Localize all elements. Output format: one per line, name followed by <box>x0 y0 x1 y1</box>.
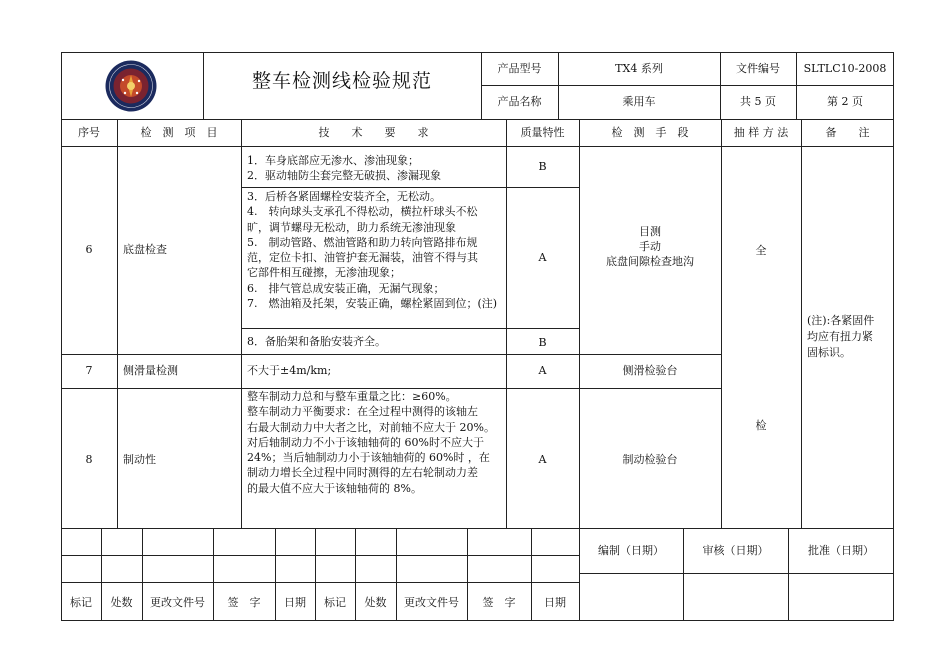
product-name-value: 乘用车 <box>622 95 656 108</box>
footer-approved: 批准（日期） <box>808 544 874 557</box>
product-model-value: TX4 系列 <box>615 62 663 75</box>
footer-reviewed: 审核（日期） <box>702 544 769 557</box>
footer-count-2: 处数 <box>364 596 387 609</box>
doc-no-label: 文件编号 <box>736 62 780 75</box>
page-title: 整车检测线检验规范 <box>251 70 432 92</box>
row6-seq: 6 <box>85 243 93 256</box>
footer-prepared: 编制（日期） <box>598 544 664 557</box>
footer-change-doc-2: 更改文件号 <box>404 596 459 609</box>
row6-req-c: 8．备胎架和备胎安装齐全。 <box>247 335 386 348</box>
row6-quality-c: B <box>538 336 547 349</box>
row7-quality: A <box>538 364 547 377</box>
row6-quality-b: A <box>538 251 547 264</box>
sampling-top: 全 <box>755 244 767 257</box>
col-requirement: 技 术 要 求 <box>318 126 429 139</box>
row6-quality-a: B <box>538 160 547 173</box>
row8-item: 制动性 <box>123 453 156 466</box>
row7-means: 侧滑检验台 <box>622 364 678 377</box>
row8-means: 制动检验台 <box>622 453 678 466</box>
inspection-spec-sheet <box>61 52 894 621</box>
row6-item: 底盘检查 <box>123 243 167 256</box>
col-item: 检 测 项 目 <box>140 126 218 139</box>
row7-seq: 7 <box>85 364 93 377</box>
row8-quality: A <box>538 453 547 466</box>
col-quality: 质量特性 <box>520 126 565 139</box>
col-remark: 备 注 <box>825 126 870 139</box>
row8-req: 整车制动力总和与整车重量之比：≥60%。 整车制动力平衡要求：在全过程中测得的该轴左 右最大制动力中大者之比，对前轴不应大于 20%。 对后轴制动力不小于该轴轴荷的 60%时不应大于 24%；当后轴制动力小于该轴轴荷的 60%时 ，在 制动力增长全过程中同时测得的左右轮制动力差 的最大值不应大于该轴轴荷的 8%。 <box>247 390 495 495</box>
london-taxi-logo-icon <box>105 60 157 112</box>
col-seq: 序号 <box>78 126 100 139</box>
footer-date-1: 日期 <box>284 596 306 609</box>
row7-req: 不大于±4m/km; <box>247 364 332 377</box>
total-pages: 共 5 页 <box>740 95 776 108</box>
product-model-label: 产品型号 <box>497 62 542 75</box>
footer-mark-2: 标记 <box>324 596 346 609</box>
row6-req-b: 3．后桥各紧固螺栓安装齐全，无松动。 4. 转向球头支承孔不得松动，横拉杆球头不松 旷，调节螺母无松动，助力系统无渗油现象 5. 制动管路、燃油管路和助力转向管路排布规 范，定位卡扣、油管护套无漏装，油管不得与其 它部件相互碰擦，无渗油现象； 6. 排气管总成安装正确，无漏气现象； 7. 燃油箱及托架，安装正确，螺栓紧固到位；(注) <box>247 190 498 311</box>
footer-date-2: 日期 <box>544 596 566 609</box>
row7-item: 侧滑量检测 <box>123 364 178 377</box>
page-number: 第 2 页 <box>827 95 863 108</box>
remark-note: (注):各紧固件 均应有扭力紧 固标识。 <box>807 314 875 359</box>
col-means: 检 测 手 段 <box>611 126 689 139</box>
company-logo <box>105 60 157 112</box>
product-name-label: 产品名称 <box>497 95 542 108</box>
footer-count-1: 处数 <box>110 596 133 609</box>
doc-no-value: SLTLC10-2008 <box>803 62 887 75</box>
footer-change-doc-1: 更改文件号 <box>150 596 205 609</box>
row8-seq: 8 <box>85 453 93 466</box>
row6-means: 目测 手动 底盘间隙检查地沟 <box>606 225 694 268</box>
header-mid-line <box>481 85 894 86</box>
header-divider <box>61 119 894 120</box>
col-sampling: 抽 样 方 法 <box>733 126 789 139</box>
footer-sign-1: 签 字 <box>227 596 261 609</box>
row6-req-a: 1．车身底部应无渗水、渗油现象； 2．驱动轴防尘套完整无破损、渗漏现象 <box>247 154 441 183</box>
footer-mark-1: 标记 <box>70 596 92 609</box>
sampling-bottom: 检 <box>755 419 767 432</box>
footer-sign-2: 签 字 <box>482 596 516 609</box>
